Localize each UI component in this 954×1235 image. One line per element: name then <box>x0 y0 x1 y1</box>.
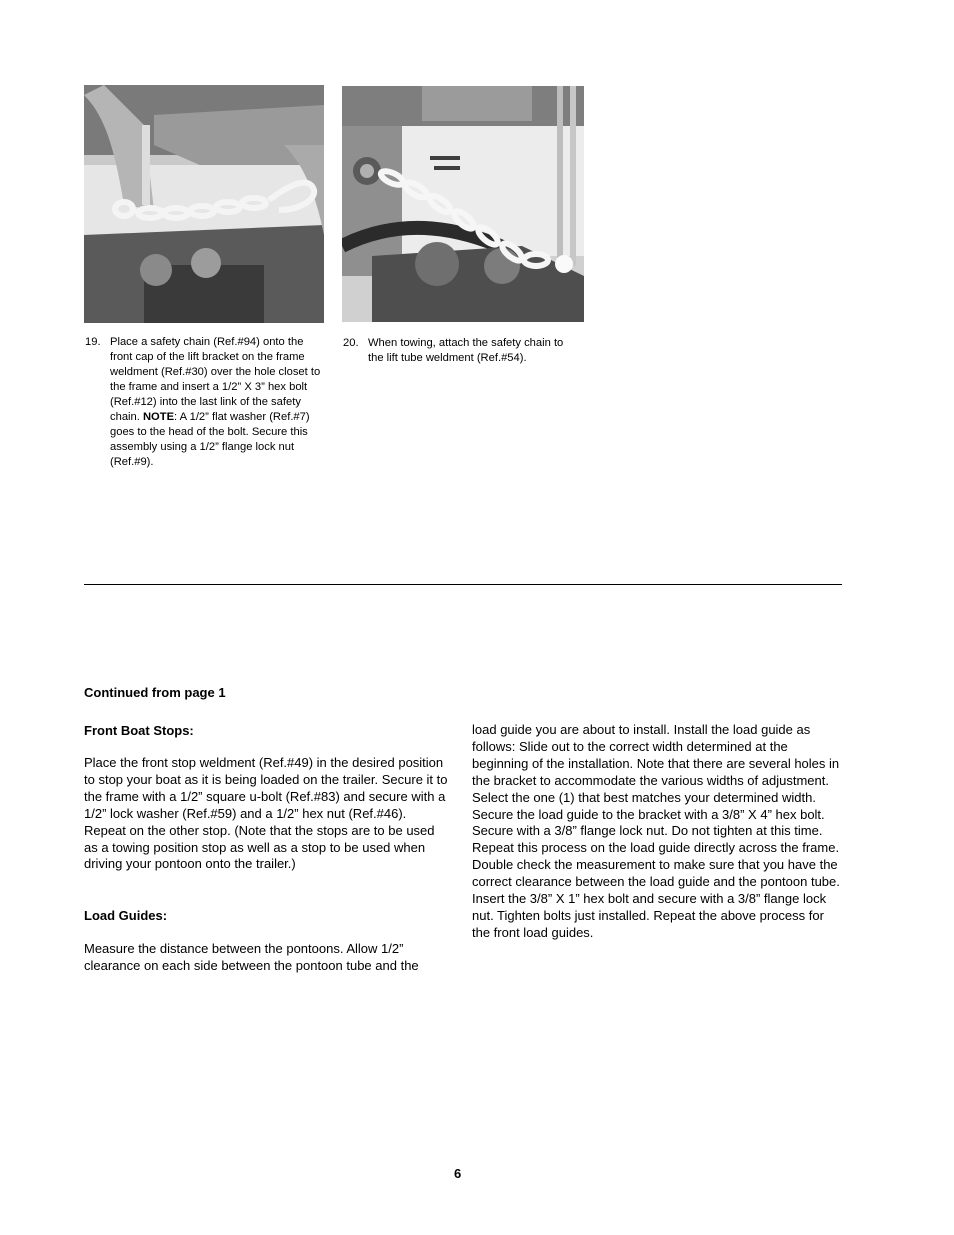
continued-note: Continued from page 1 <box>84 685 226 700</box>
caption-step-19-text <box>110 335 325 470</box>
load-guides-continuation: load guide you are about to install. Install the load guide as follows: Slide out to the correct width determined at the beginning of the installation. Note that there are several holes in the bracket to accommodate the various widths of adjustment. Select the one (1) that best matches your determined width. Secure the load guide to the bracket with a 3/8” X 4” hex bolt. Secure with a 3/8” flange lock nut. Do not tighten at this time. Repeat this process on the load guide directly across the frame. Double check the measurement to make sure that you have the correct clearance between the load guide and the pontoon tube. Insert the 3/8” X 1” hex bolt and secure with a 3/8” flange lock nut. Tighten bolts just installed. Repeat the above process for the front load guides. <box>472 722 840 940</box>
caption-step-19-text-part-3: : A 1/2” flat washer (Ref.#7) goes to the head of the bolt. Secure this assembly using a 1/2” flange lock nut (Ref.#9). <box>110 411 310 468</box>
load-guides-body: Measure the distance between the pontoons. Allow 1/2” clearance on each side between the pontoon tube and the <box>84 941 419 973</box>
section-divider <box>84 584 842 585</box>
front-boat-stops-heading: Front Boat Stops: <box>84 723 194 738</box>
caption-step-20-number: 20. <box>343 337 359 349</box>
caption-step-19-note-label: NOTE <box>142 411 175 423</box>
photo-safety-chain-install <box>84 85 324 323</box>
caption-step-20-text: When towing, attach the safety chain to the lift tube weldment (Ref.#54). <box>368 337 564 364</box>
caption-step-19-text-part-1: Place a safety chain (Ref.#94) onto the front cap of the lift bracket on the frame weldment (Ref.#30) over the hole closet to the frame and insert a 1/2” X 3” hex bolt (Ref.#12) into the last link of the safety chain. <box>110 336 321 423</box>
load-guides-heading: Load Guides: <box>84 908 168 923</box>
front-boat-stops-body: Place the front stop weldment (Ref.#49) in the desired position to stop your boat as it is being loaded on the trailer. Secure it to the frame with a 1/2” square u-bolt (Ref.#83) and secure with a 1/2” lock washer (Ref.#59) and a 1/2” hex nut (Ref.#46). Repeat on the other stop. (Note that the stops are to be used as a towing position stop as well as a stop to be used when driving your pontoon onto the trailer.) <box>84 755 448 872</box>
photo-safety-chain-towing <box>342 86 584 322</box>
page-number: 6 <box>454 1166 462 1181</box>
photo-safety-chain-towing-image <box>342 86 584 322</box>
caption-step-19-number: 19. <box>85 336 101 348</box>
photo-safety-chain-install-image <box>84 85 324 323</box>
